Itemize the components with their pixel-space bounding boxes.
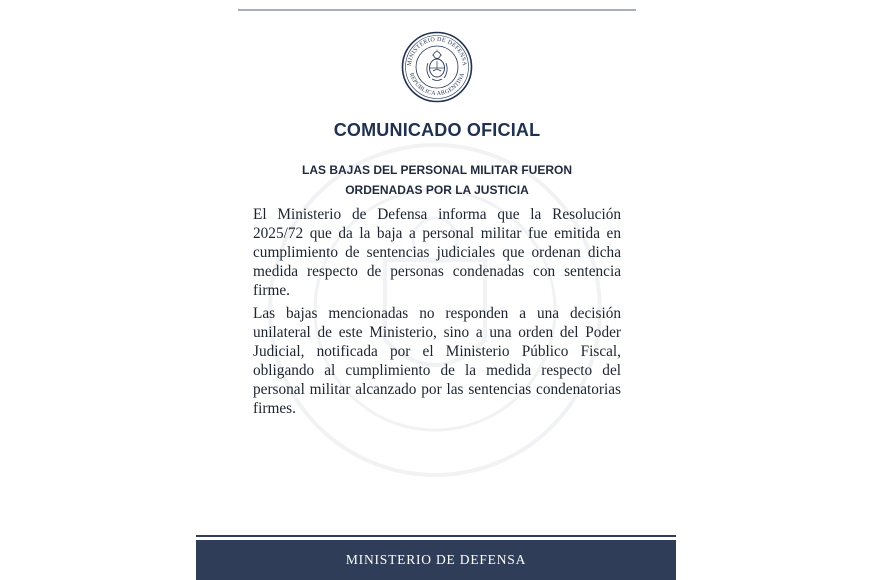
body-paragraph-2: Las bajas mencionadas no responden a una decisión unilateral de este Ministerio, sino a una orden del Poder Judicial, notificada por el Ministerio Público Fiscal, obligando al cumplimiento de la medida respecto del personal militar alcanzado por las sentencias condenatorias firmes. <box>253 305 621 417</box>
headline <box>253 160 621 200</box>
page-title: COMUNICADO OFICIAL <box>333 120 541 140</box>
seal-bottom-text: REPÚBLICA ARGENTINA <box>407 72 467 98</box>
footer-label: MINISTERIO DE DEFENSA <box>345 552 527 567</box>
headline-line-2: ORDENADAS POR LA JUSTICIA <box>345 183 529 197</box>
body-paragraph-1: El Ministerio de Defensa informa que la Resolución 2025/72 que da la baja a personal militar fue emitida en cumplimiento de sentencias judiciales que ordenan dicha medida respecto de personas condenadas con sentencia firme. <box>253 206 621 299</box>
footer-band <box>196 540 676 580</box>
footer-divider <box>196 535 676 537</box>
top-divider <box>238 9 636 11</box>
headline-line-1: LAS BAJAS DEL PERSONAL MILITAR FUERON <box>301 163 573 177</box>
ministry-seal <box>401 31 473 103</box>
seal-top-text: MINISTERIO DE DEFENSA <box>406 36 468 67</box>
